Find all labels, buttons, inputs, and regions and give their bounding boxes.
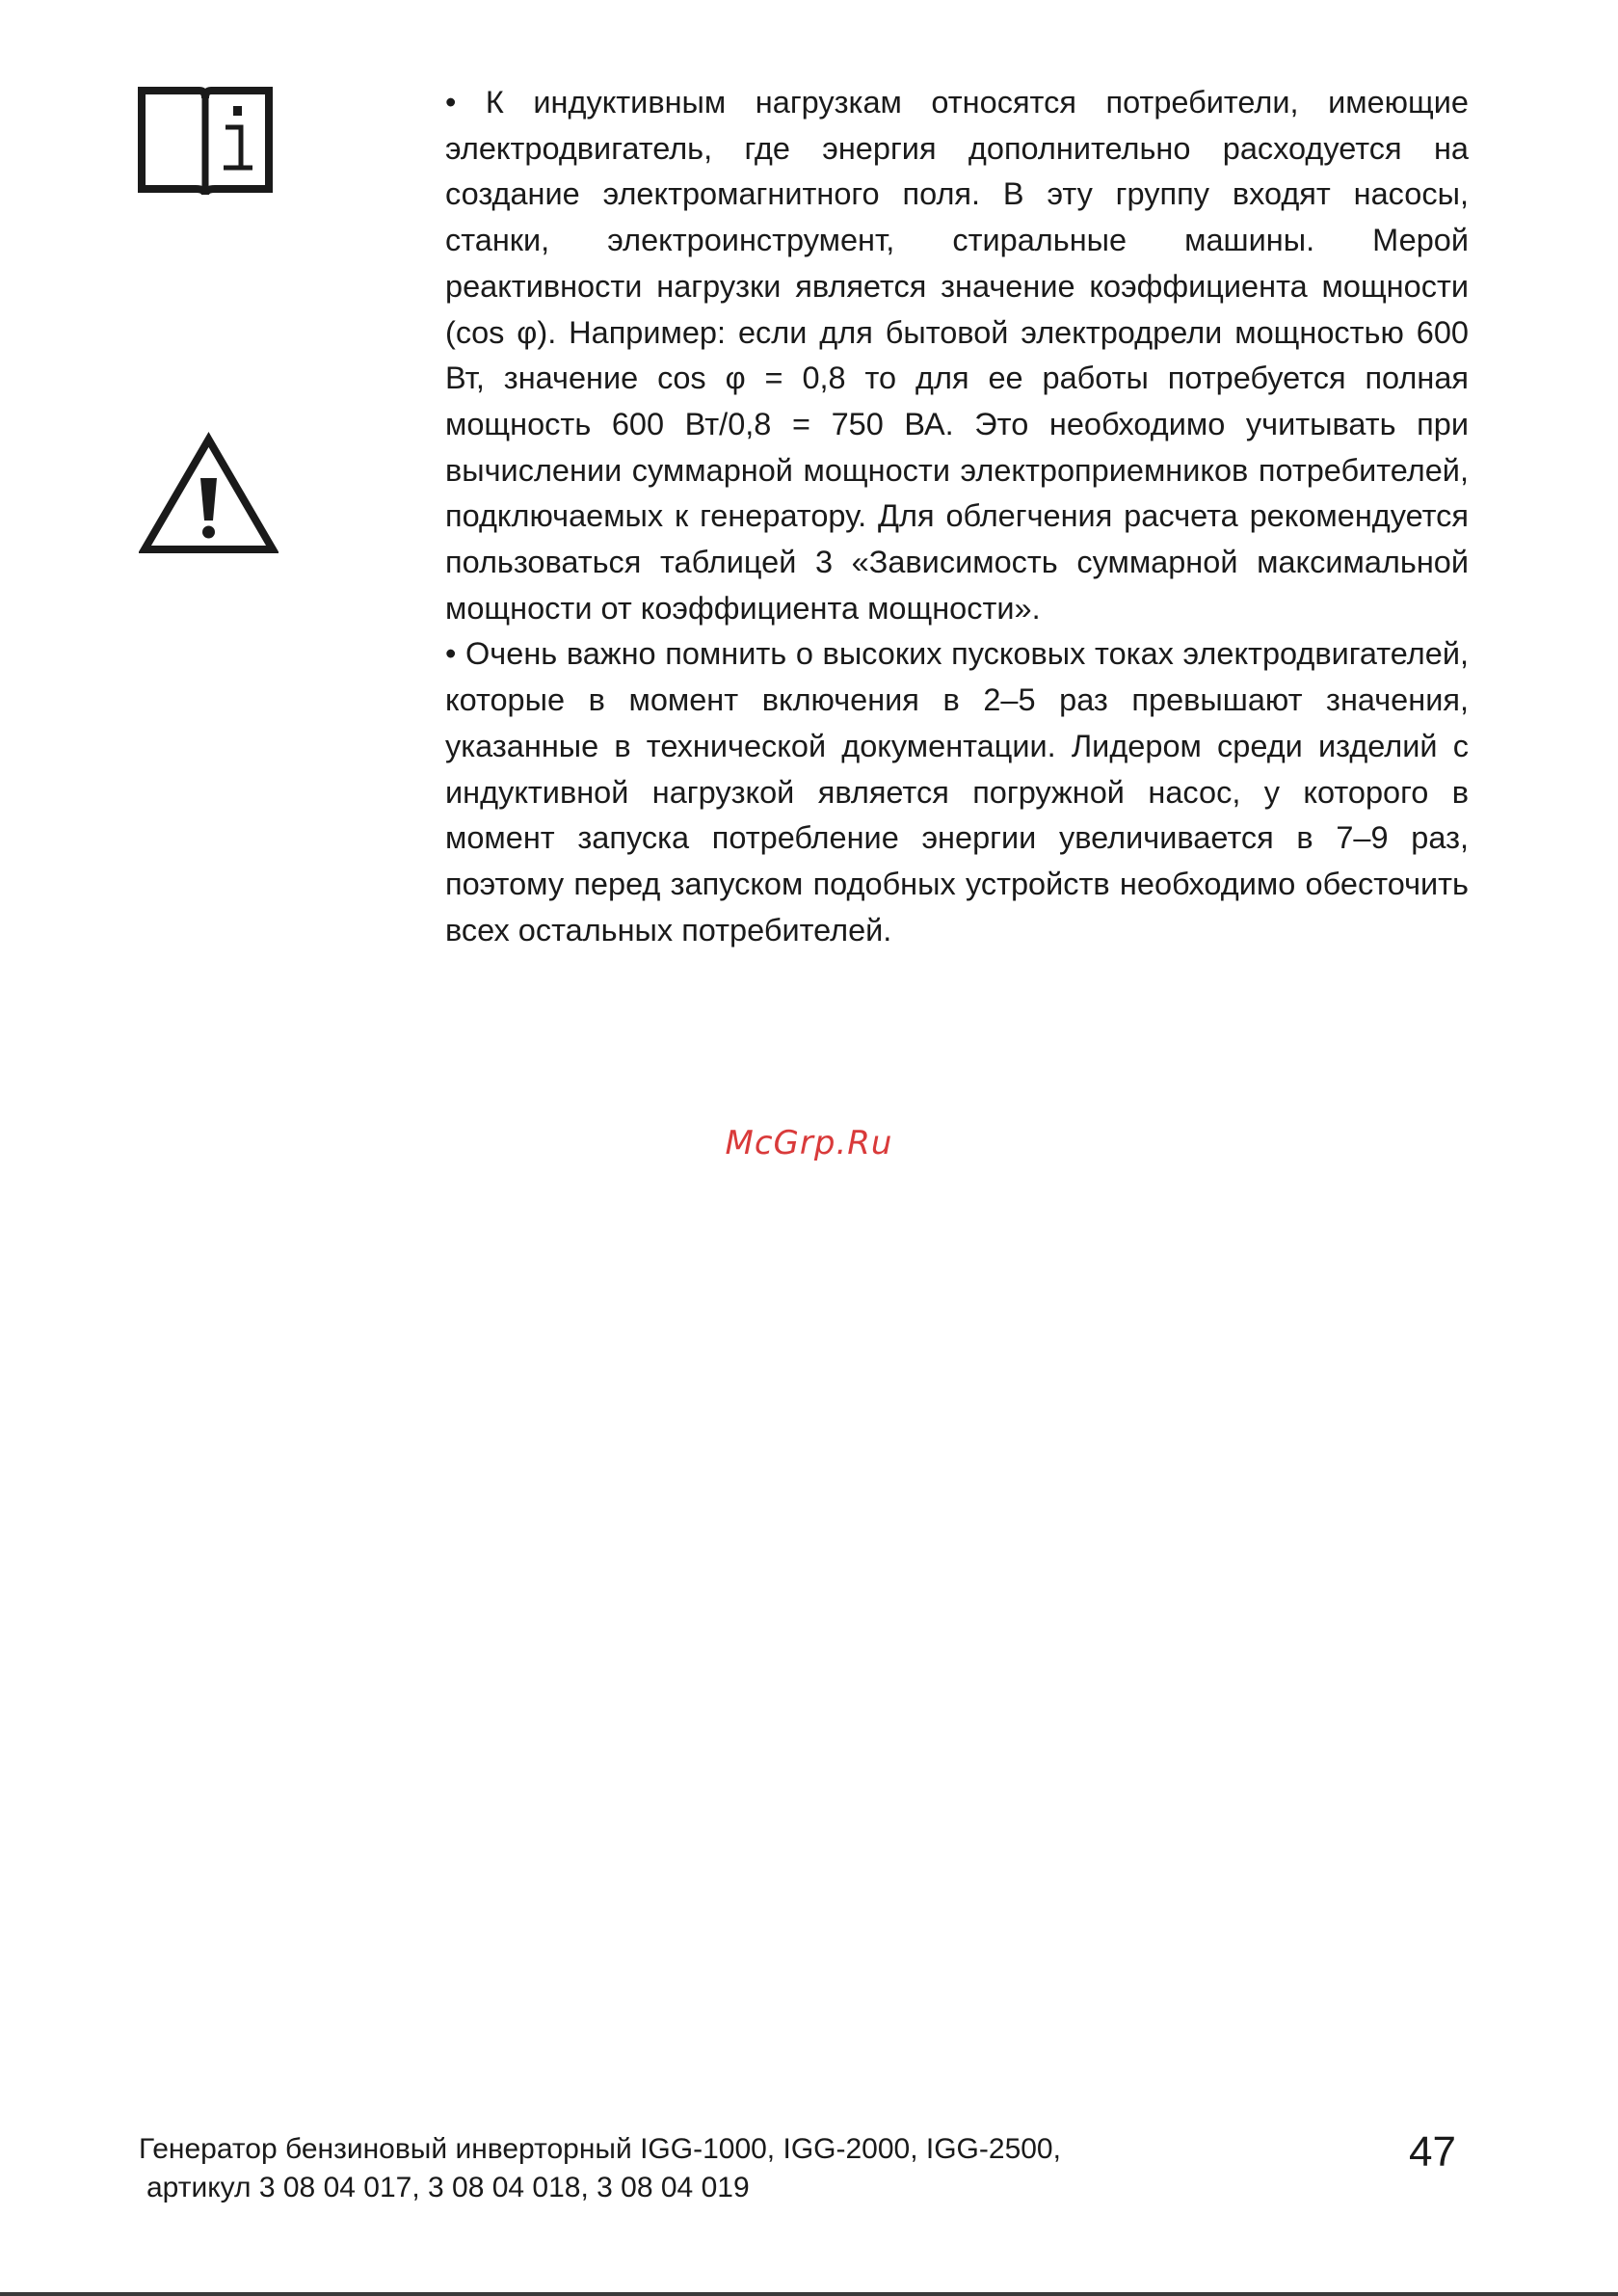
page-number: 47 xyxy=(1409,2128,1456,2176)
body-text xyxy=(445,80,1469,953)
footer-product-name: Генератор бензиновый инверторный IGG-1000, IGG-2000, IGG-2500, xyxy=(139,2133,1061,2165)
footer-article-numbers: артикул 3 08 04 017, 3 08 04 018, 3 08 04 019 xyxy=(146,2172,750,2203)
paragraph-inductive-loads: • К индуктивным нагрузкам относятся потребители, имеющие электродвигатель, где энергия дополнительно расходуется на создание электромагнитного поля. В эту группу входят насосы, станки, электроинструмент, стиральные машины. Мерой реактивности нагрузки является значение коэффициента мощности (cos φ). Например: если для бытовой электродрели мощностью 600 Вт, значение cos φ = 0,8 то для ее работы потребуется полная мощность 600 Вт/0,8 = 750 ВА. Это необходимо учитывать при вычислении суммарной мощности электроприемников потребителей, подключаемых к генератору. Для облегчения расчета рекомендуется пользоваться таблицей 3 «Зависимость суммарной максимальной мощности от коэффициента мощности». xyxy=(445,85,1469,626)
footer-product-info xyxy=(139,2130,1061,2207)
paragraph-starting-currents: • Очень важно помнить о высоких пусковых токах электродвигателей, которые в момент включения в 2–5 раз превышают значения, указанные в технической документации. Лидером среди изделий с индуктивной нагрузкой является погружной насос, у которого в момент запуска потребление энергии увеличивается в 7–9 раз, поэтому перед запуском подобных устройств необходимо обесточить всех остальных потребителей. xyxy=(445,636,1469,948)
bottom-divider xyxy=(0,2292,1618,2296)
warning-triangle-icon xyxy=(139,432,279,555)
watermark: McGrp.Ru xyxy=(725,1124,893,1162)
book-info-icon xyxy=(137,85,274,199)
